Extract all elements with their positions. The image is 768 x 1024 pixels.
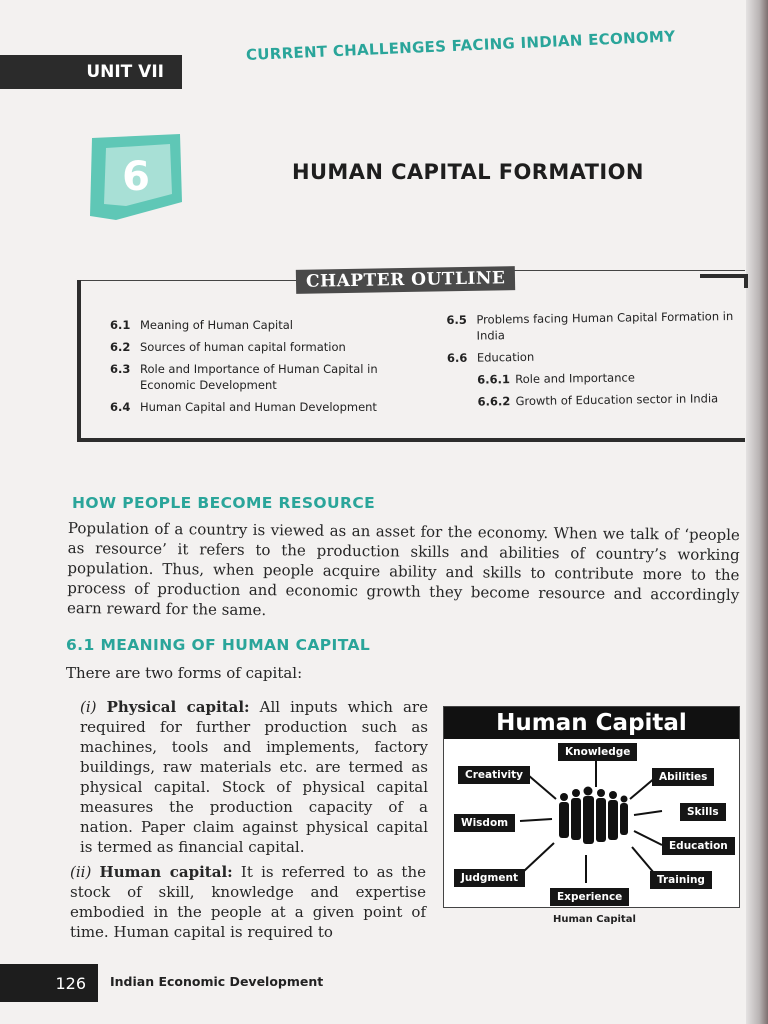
label-experience: Experience	[550, 888, 629, 906]
label-skills: Skills	[680, 803, 726, 821]
figure-title: Human Capital	[444, 707, 739, 739]
outline-item-text: Role and Importance of Human Capital in Economic Development	[140, 362, 378, 392]
outline-item	[446, 308, 736, 344]
outline-item	[447, 346, 737, 366]
label-knowledge: Knowledge	[558, 743, 637, 761]
list-text: It is referred to as the stock of skill, knowledge and expertise embodied in the people at a given point of time. Human capital is required to	[70, 863, 426, 941]
outline-item-num: 6.4	[110, 400, 131, 414]
chapter-number-badge	[86, 132, 184, 224]
outline-item-num: 6.5	[446, 312, 467, 328]
outline-item-num: 6.3	[110, 362, 131, 376]
outline-item-num: 6.2	[110, 340, 131, 354]
list-item-human-capital	[70, 862, 426, 942]
chapter-number: 6	[122, 154, 150, 200]
unit-title: CURRENT CHALLENGES FACING INDIAN ECONOMY	[245, 27, 676, 64]
list-term: Human capital:	[99, 863, 233, 881]
list-term: Physical capital:	[106, 698, 250, 716]
list-item-physical-capital	[80, 697, 428, 857]
outline-item-num: 6.6.2	[477, 394, 511, 409]
outline-heading: CHAPTER OUTLINE	[296, 266, 516, 294]
label-education: Education	[662, 837, 735, 855]
unit-label: UNIT VII	[0, 55, 182, 89]
outline-item-text: Problems facing Human Capital Formation in India	[476, 309, 734, 343]
list-number: (i)	[80, 698, 97, 716]
label-judgment: Judgment	[454, 869, 525, 887]
outline-subitem	[477, 368, 737, 388]
outline-item-num: 6.6	[446, 350, 468, 366]
outline-right-column	[446, 308, 737, 416]
label-wisdom: Wisdom	[454, 814, 515, 832]
outline-top-line	[81, 280, 301, 281]
outline-item	[110, 399, 410, 415]
list-text: All inputs which are required for further production such as machines, tools and implements, factory buildings, raw materials etc. are termed as physical capital. Stock of physical capital measures the production capacity of a nation. Paper claim against physical capital is termed as financial capital.	[80, 698, 428, 856]
outline-item	[110, 317, 410, 333]
outline-item-text: Role and Importance	[515, 370, 635, 387]
outline-left-column	[110, 317, 410, 421]
outline-item-text: Sources of human capital formation	[140, 340, 346, 354]
outline-subitem	[477, 390, 737, 410]
book-title: Indian Economic Development	[110, 974, 324, 989]
page-number: 126	[0, 964, 98, 1002]
outline-item	[110, 361, 410, 393]
outline-item-text: Human Capital and Human Development	[140, 400, 377, 414]
chapter-title: HUMAN CAPITAL FORMATION	[292, 160, 644, 184]
section-body-resource: Population of a country is viewed as an asset for the economy. When we talk of ‘people as resource’ it refers to the production skills and abilities of country’s working population. Thus, when people acquire ability and skills to contribute more to the process of production and economic growth they become resource and accordingly earn reward for the same.	[66, 518, 740, 620]
outline-item-text: Growth of Education sector in India	[515, 391, 719, 409]
outline-corner	[700, 274, 748, 288]
label-abilities: Abilities	[652, 768, 714, 786]
outline-top-line-right	[510, 270, 745, 271]
human-capital-figure	[443, 706, 740, 908]
figure-caption: Human Capital	[553, 914, 636, 925]
section-intro: There are two forms of capital:	[66, 664, 303, 682]
people-silhouettes	[559, 787, 628, 845]
outline-item	[110, 339, 410, 355]
section-heading-resource: HOW PEOPLE BECOME RESOURCE	[72, 494, 376, 512]
page-edge	[746, 0, 768, 1024]
outline-item-text: Meaning of Human Capital	[140, 318, 293, 332]
section-heading-meaning: 6.1 MEANING OF HUMAN CAPITAL	[66, 636, 371, 654]
outline-item-num: 6.6.1	[477, 372, 511, 387]
list-number: (ii)	[70, 863, 92, 881]
outline-item-text: Education	[476, 349, 535, 365]
label-creativity: Creativity	[458, 766, 530, 784]
label-training: Training	[650, 871, 712, 889]
outline-item-num: 6.1	[110, 318, 131, 332]
